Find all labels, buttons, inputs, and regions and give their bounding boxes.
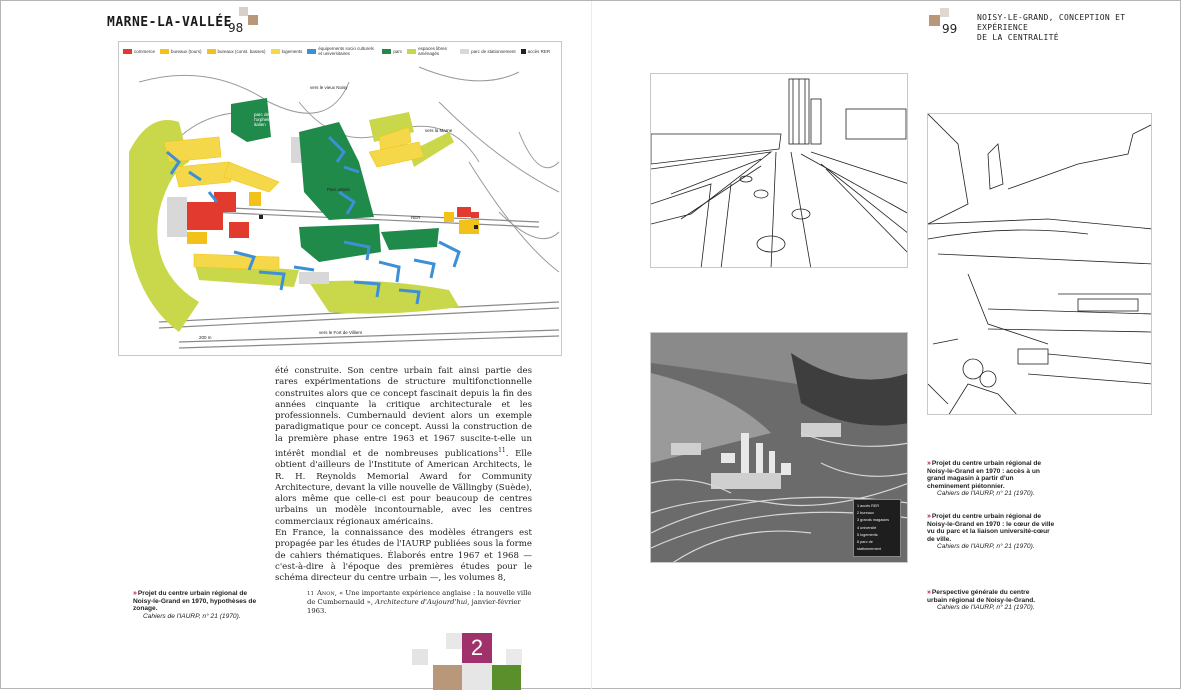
header-square-grey [239, 7, 248, 16]
running-title-right-line1: NOISY-LE-GRAND, CONCEPTION ET EXPÉRIENCE [977, 13, 1126, 32]
sketch2-caption [927, 513, 1055, 551]
photo-legend-item: 4 université [857, 525, 877, 530]
photo-legend-item: 6 parc de stationnement [857, 540, 881, 552]
aerial-perspective-photo [650, 332, 908, 563]
photo-legend [853, 499, 901, 557]
running-title-right [977, 13, 1180, 43]
zoning-map-figure [118, 41, 562, 356]
legend-label: accès RER [527, 48, 551, 54]
sketch-pedestrian-figure [650, 73, 908, 268]
header-square-tan [248, 15, 258, 25]
aerial-caption-source: Cahiers de l'IAURP, n° 21 (1970). [937, 604, 1035, 612]
body-paragraph-1 [275, 366, 532, 528]
caption-marker-icon: » [927, 589, 931, 596]
sketch-heart-of-town-figure [927, 113, 1152, 415]
body-paragraph-1b-text: . Elle obtient d'ailleurs de l'Institute of American Architects, le R. H. Reynolds Memorial Award for Community Architecture, devant la ville nouvelle de Vällingby (Suède), alors même que celle-ci est pour beaucoup de centres urbains un modèle incontournable, avec les centres commerciaux régionaux américains. [275, 448, 532, 527]
sketch-heart-of-town-drawing [928, 114, 1152, 415]
photo-legend-item: 2 bureaux [857, 511, 874, 516]
chapter-square-grey2 [446, 633, 462, 649]
sketch-caption [927, 460, 1051, 498]
map-caption-source: Cahiers de l'IAURP, n° 21 (1970). [143, 612, 241, 620]
running-title-left: MARNE-LA-VALLÉE [107, 15, 232, 30]
chapter-square-tan [433, 665, 462, 690]
map-label-orphelinat: parc de l'orphelinat italien [254, 112, 276, 127]
chapter-square-grey [412, 649, 428, 665]
aerial-caption-title: Perspective générale du centre urbain régional de Noisy-le-Grand. [927, 589, 1036, 604]
sketch-caption-title: Projet du centre urbain régional de Noisy-le-Grand en 1970 : accès à un grand magasin à partir d'un cheminement piétonnier. [927, 460, 1042, 490]
map-caption [133, 590, 261, 620]
footnote-text: « Une importante expérience anglaise : la nouvelle ville de Cumbernauld », [307, 589, 532, 607]
map-label-marne: vers la Marne [425, 128, 453, 133]
sketch-caption-source: Cahiers de l'IAURP, n° 21 (1970). [937, 490, 1035, 498]
note-reference[interactable]: 11 [498, 447, 506, 455]
sketch2-caption-title: Projet du centre urbain régional de Noisy-le-Grand en 1970 : le cœur de ville vu du parc et la liaison université-cœur de ville. [927, 513, 1055, 543]
legend-label: logements [281, 48, 303, 54]
footnote-journal: Architecture d'Aujourd'hui, [375, 598, 470, 607]
aerial-caption [927, 589, 1051, 612]
header-square-grey-right [940, 8, 949, 17]
chapter-square-grey3 [462, 663, 492, 690]
map-scale-label: 200 m [199, 335, 212, 340]
photo-legend-item: 5 logements [857, 532, 878, 537]
photo-legend-item: 3 grands magasins [857, 518, 890, 523]
legend-label: parc de stationnement [471, 48, 516, 54]
legend-label: parc [393, 48, 403, 54]
legend-label: équipements socio culturels et universitaires [318, 46, 374, 56]
page-number-left: 98 [228, 21, 244, 35]
header-square-tan-right [929, 15, 940, 26]
chapter-number: 2 [462, 633, 492, 663]
map-label-vieux-noisy: vers le vieux Noisy [310, 85, 348, 90]
chapter-square-grey4 [506, 649, 522, 665]
caption-marker-icon: » [927, 513, 931, 520]
footnote-author: Anon, [317, 589, 337, 597]
chapter-square-green [492, 665, 521, 690]
sketch-pedestrian-drawing [651, 74, 908, 268]
page-number-right: 99 [942, 22, 958, 36]
map-caption-title: Projet du centre urbain régional de Noisy-le-Grand en 1970, hypothèses de zonage. [133, 590, 257, 613]
running-title-right-line2: DE LA CENTRALITÉ [977, 33, 1059, 42]
footnote-number: 11 [307, 591, 314, 597]
body-paragraph-2: En France, la connaissance des modèles étrangers est propagée par les études de l'IAURP publiées sous la forme de cahiers thématiques. Élaborés entre 1967 et 1968 — c'est-à-dire à l'époque des premières études pour le schéma directeur du centre urbain —, les volumes 8, [275, 528, 532, 584]
legend-label: espaces libres aménagés [418, 46, 447, 56]
map-label-rer: RER [411, 215, 421, 220]
body-text-column [275, 366, 532, 585]
map-label-fort-villiers: vers le Fort de Villiers [319, 330, 363, 335]
legend-label: bureaux (const. basses) [217, 48, 266, 54]
caption-marker-icon: » [133, 590, 137, 597]
photo-legend-item: 1 accès RER [857, 504, 880, 508]
footnote-date: janvier-février 1963. [307, 598, 521, 615]
body-paragraph-1-text: été construite. Son centre urbain fait ainsi partie des rares expérimentations de structure multifonctionnelle construites alors que ce concept fascinait depuis la fin des années cinquante la critique architecturale et les professionnels. Cumbernauld devient alors un exemple paradigmatique pour ce concept. Aussi la construction de la première phase entre 1963 et 1967 suscite-t-elle un intérêt mondial et de nombreuses publications [275, 366, 532, 459]
footnote [307, 589, 533, 615]
gutter [591, 1, 592, 690]
sketch2-caption-source: Cahiers de l'IAURP, n° 21 (1970). [937, 543, 1035, 551]
legend-label: commerce [134, 48, 156, 54]
map-label-parc-urbain: Parc urbain [327, 187, 351, 192]
legend-label: bureaux (tours) [171, 48, 202, 54]
caption-marker-icon: » [927, 460, 931, 467]
